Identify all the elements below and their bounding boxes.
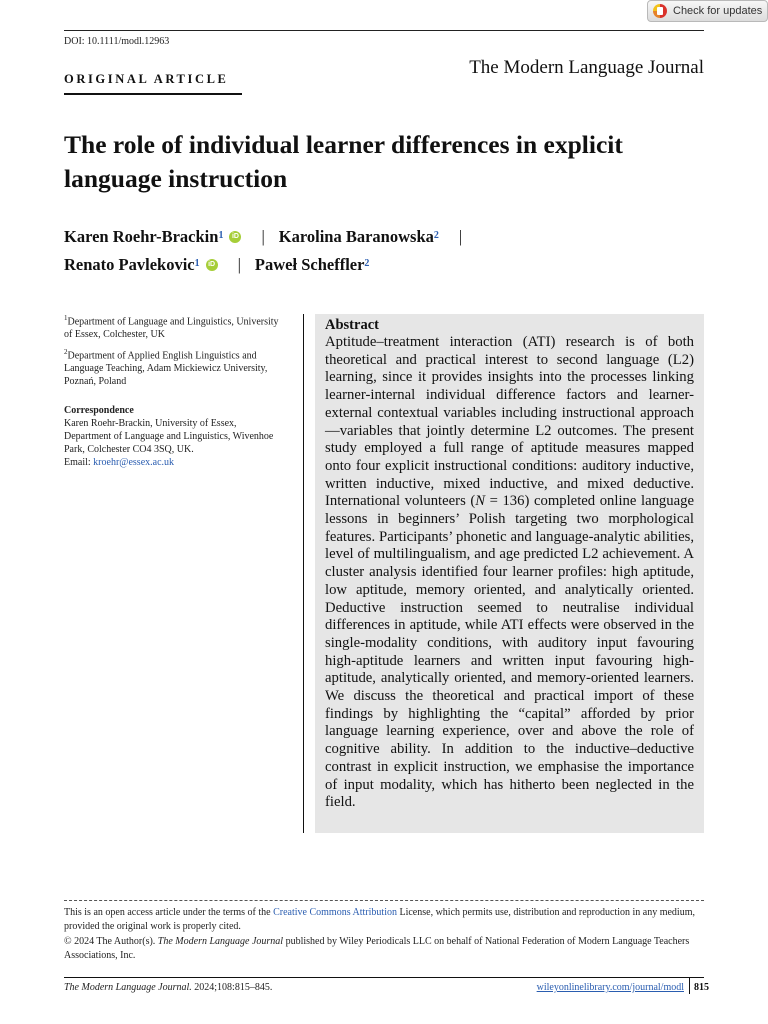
check-for-updates-button[interactable] (647, 0, 768, 22)
footer-rule (64, 977, 704, 978)
author-affiliation-marker: 1 (194, 257, 200, 269)
author-affiliation-marker: 1 (218, 229, 224, 241)
footnote-divider (64, 900, 704, 901)
correspondence-address: Karen Roehr-Brackin, University of Essex, Department of Language and Linguistics, Wivenhoe Park, Colchester CO4 3SQ, UK. (64, 418, 274, 455)
license-notice: This is an open access article under the terms of the Creative Commons Attribution License, which permits use, distribution and reproduction in any medium, provided the original work is properly cited. (64, 907, 695, 932)
abstract-text: Aptitude–treatment interaction (ATI) research is of both theoretical and practical interest to second language (L2) learning, since it provides insights into the processes linking learner-internal individual difference factors and learner-external contextual variables including instructional approach—variables that jointly determine L2 outcomes. The present study employed a full range of aptitude measures mapped onto four explicit instructional conditions: auditory inductive, written inductive, mixed inductive, and mixed deductive. International volunteers (N = 136) completed online language lessons in beginners’ Polish targeting two morphological features. Participants’ phonetic and language-analytic abilities, level of multilingualism, and age predicted L2 achievement. A cluster analysis identified four learner profiles: high aptitude, low aptitude, memory oriented, and analytically oriented. Deductive instruction seemed to neutralise individual differences in aptitude, while ATI effects were observed in the single-modality conditions, with auditory input favouring high-aptitude learners and written input favouring high-aptitude, analytically oriented, and memory-oriented learners. We discuss the theoretical and practical import of these findings by highlighting the “capital” afforded by prior language learning experience, over and above the role of cognitive ability. In addition to the inductive–deductive contrast in explicit instruction, we emphasise the importance of input modality, which has hitherto been neglected in the field. (325, 334, 694, 811)
author-separator: | (237, 255, 241, 274)
abstract-box (315, 314, 704, 833)
copyright-notice: © 2024 The Author(s). The Modern Language Journal published by Wiley Periodicals LLC on behalf of National Federation of Modern Language Teachers Associations, Inc. (64, 936, 690, 961)
author-name[interactable]: Paweł Scheffler (254, 255, 365, 274)
journal-citation: The Modern Language Journal. 2024;108:815–845. (64, 982, 273, 993)
correspondence-heading: Correspondence (64, 405, 134, 416)
crossmark-icon (653, 4, 667, 18)
author-list (64, 227, 476, 247)
article-type: ORIGINAL ARTICLE (64, 72, 229, 86)
article-type-rule (64, 93, 242, 95)
email-link[interactable]: kroehr@essex.ac.uk (93, 457, 175, 468)
author-separator: | (261, 227, 265, 246)
correspondence (64, 404, 286, 469)
page-number: 815 (694, 982, 709, 993)
author-list (64, 255, 369, 275)
header-rule (64, 30, 704, 31)
journal-url-link[interactable]: wileyonlinelibrary.com/journal/modl (536, 982, 684, 993)
author-affiliation-marker: 2 (364, 257, 370, 269)
author-name[interactable]: Karen Roehr-Brackin (64, 227, 219, 246)
abstract-heading: Abstract (325, 317, 379, 333)
check-for-updates-label: Check for updates (673, 5, 763, 17)
author-separator: | (458, 227, 463, 246)
author-affiliation-marker: 2 (433, 229, 439, 241)
journal-name: The Modern Language Journal (469, 57, 704, 78)
article-title: The role of individual learner differences in explicit language instruction (64, 130, 623, 193)
doi: DOI: 10.1111/modl.12963 (64, 36, 170, 47)
orcid-icon[interactable]: iD (229, 231, 241, 243)
author-name[interactable]: Renato Pavlekovic (64, 255, 195, 274)
creative-commons-link[interactable]: Creative Commons Attribution (273, 907, 397, 918)
author-name[interactable]: Karolina Baranowska (278, 227, 434, 246)
page-number-divider (689, 978, 690, 994)
orcid-icon[interactable]: iD (206, 259, 218, 271)
abstract-rule (303, 314, 304, 833)
affiliation: $^2$Department of Applied English Linguistics and Language Teaching, Adam Mickiewicz University, Poznań, Poland (64, 348, 268, 388)
affiliation: $^1$Department of Language and Linguistics, University of Essex, Colchester, UK (64, 314, 279, 341)
email-label: Email: (64, 457, 94, 468)
